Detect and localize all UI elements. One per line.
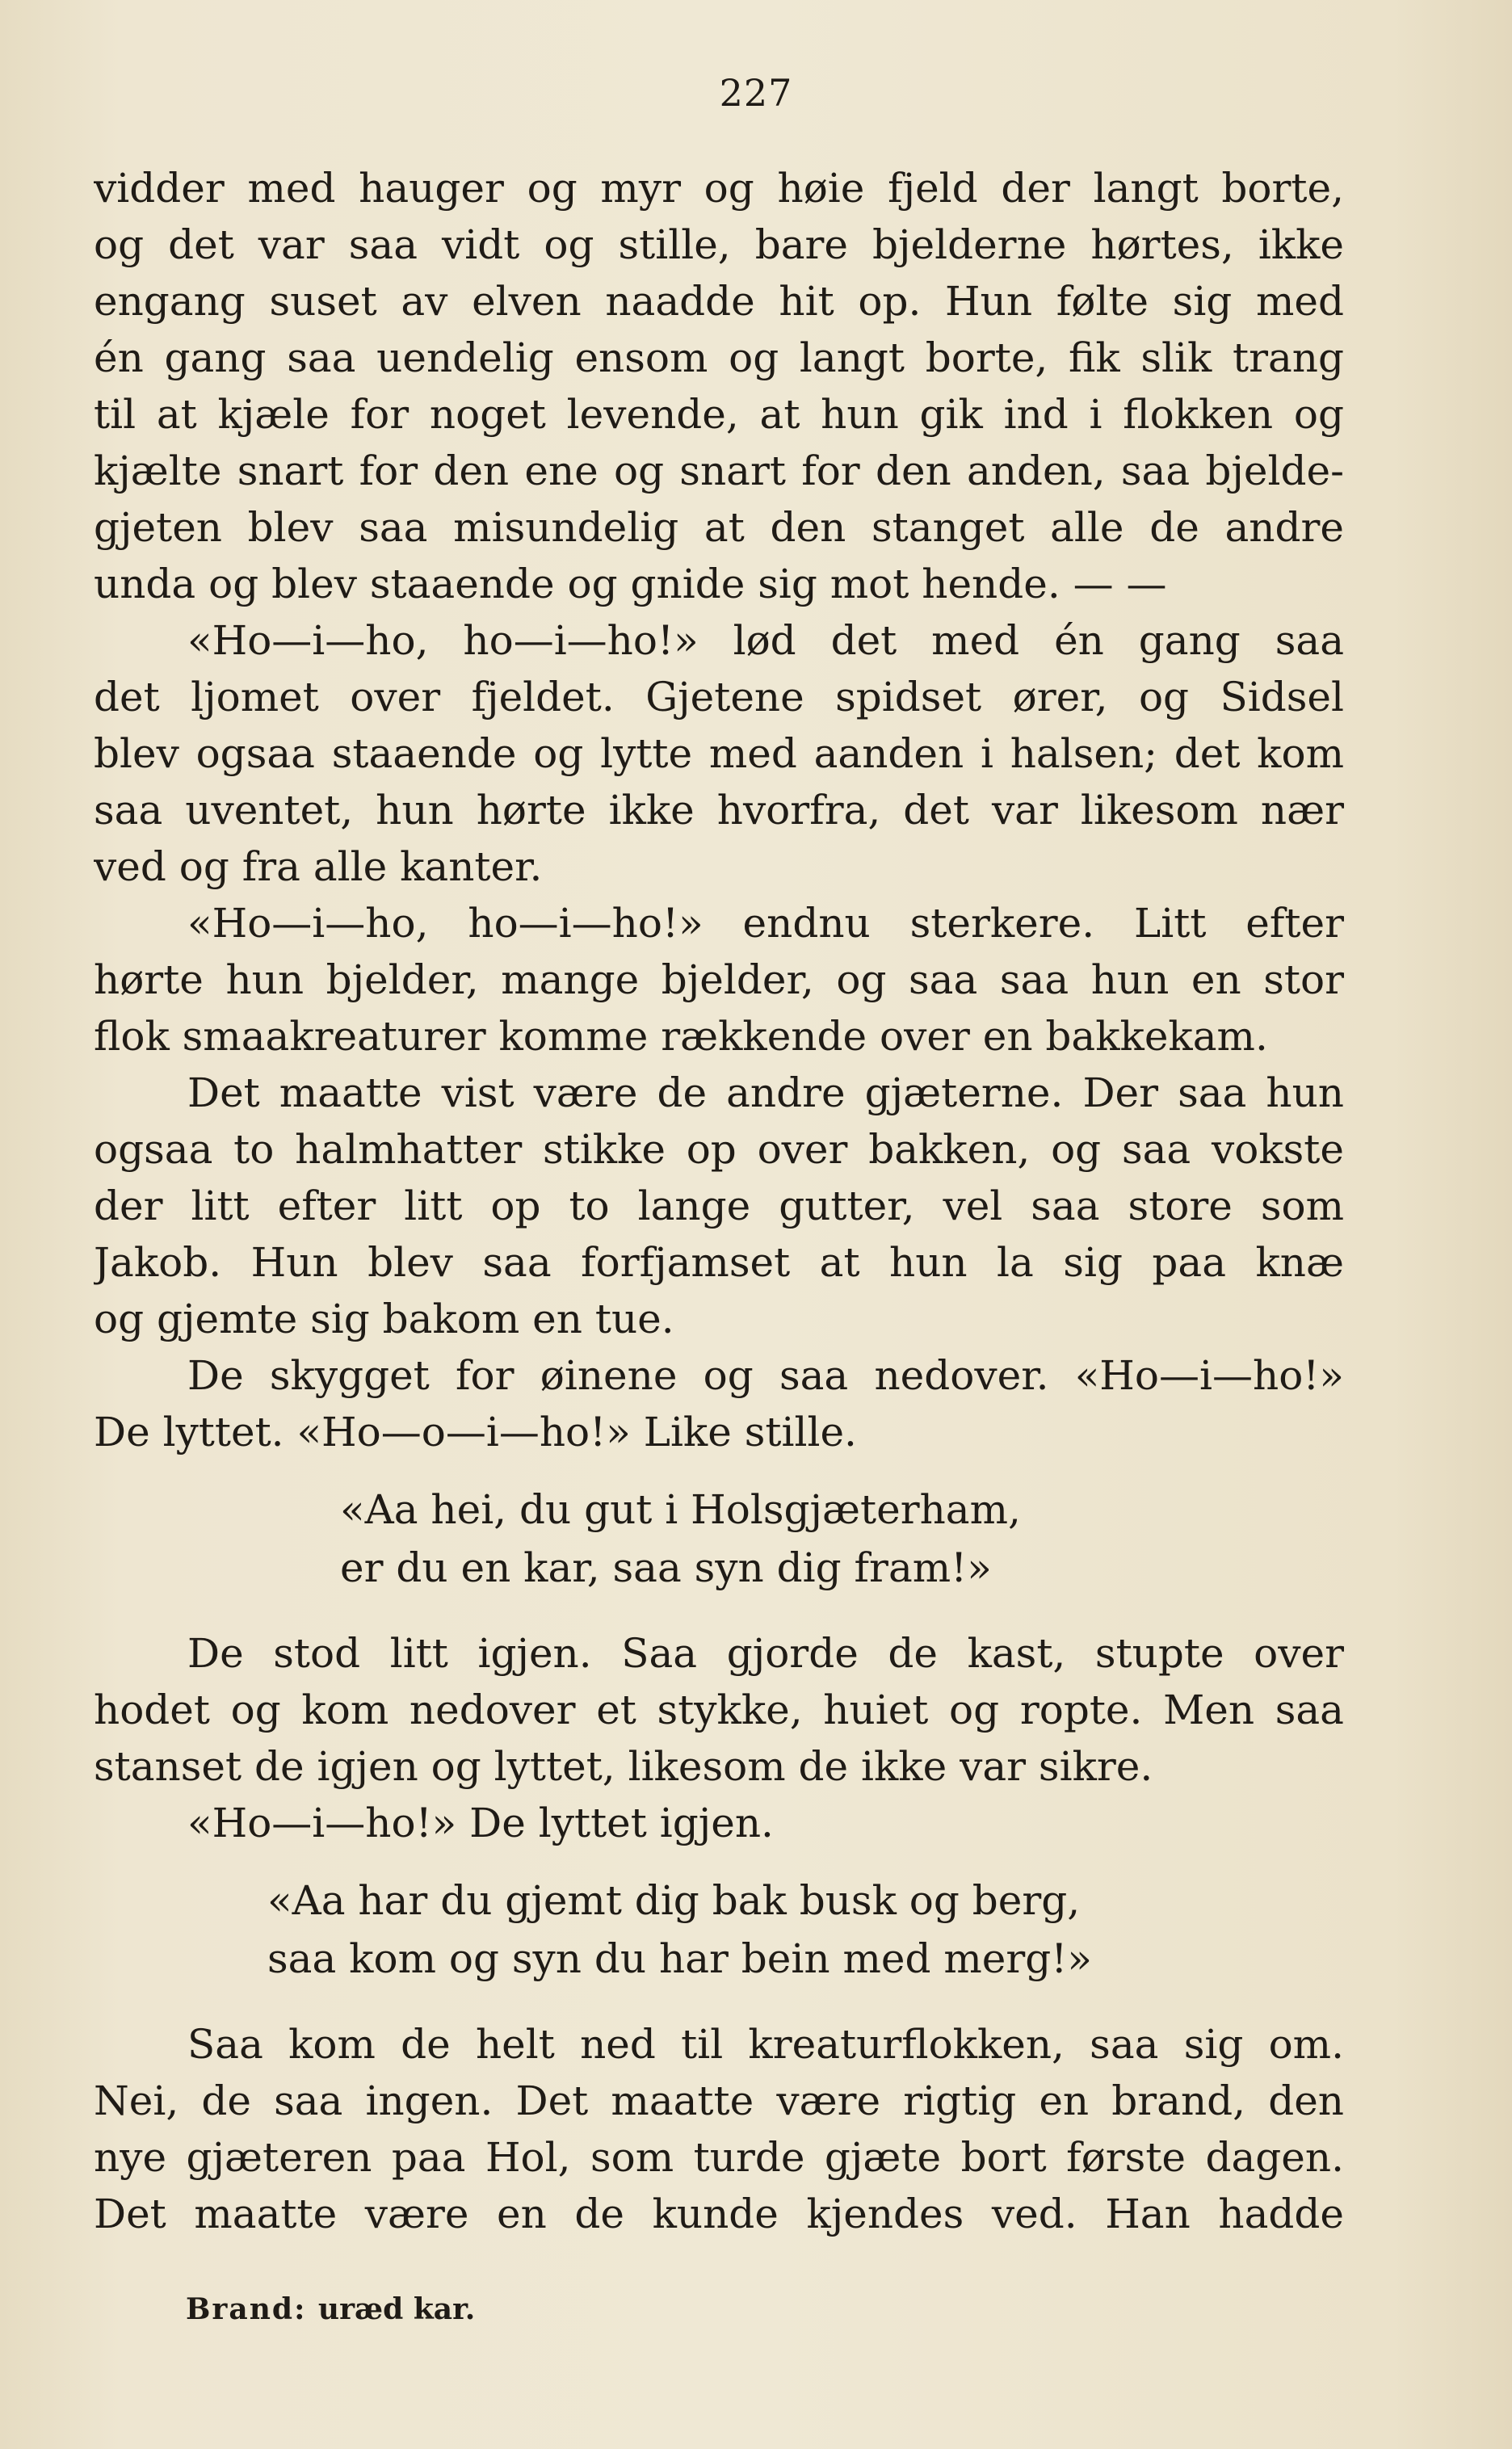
text-line: blev ogsaa staaende og lytte med aanden i halsen; det kom <box>94 730 1344 777</box>
text-line: ved og fra alle kanter. <box>94 843 543 890</box>
text-line: vidder med hauger og myr og høie fjeld der langt borte, <box>94 165 1344 212</box>
text-line: De lyttet. «Ho—o—i—ho!» Like stille. <box>94 1409 857 1456</box>
text-line: nye gjæteren paa Hol, som turde gjæte bort første dagen. <box>94 2134 1344 2181</box>
text-line: Nei, de saa ingen. Det maatte være rigtig en brand, den <box>94 2077 1344 2124</box>
body-text <box>94 160 1344 2242</box>
verse-line: «Aa hei, du gut i Holsgjæterham, <box>340 1486 1021 1533</box>
text-line: Det maatte vist være de andre gjæterne. Der saa hun <box>187 1069 1344 1116</box>
footnote-term: Brand: <box>186 2292 307 2326</box>
verse-spacer <box>94 1598 1344 1625</box>
text-line: der litt efter litt op to lange gutter, vel saa store som <box>94 1182 1344 1229</box>
text-line: stanset de igjen og lyttet, likesom de ikke var sikre. <box>94 1743 1153 1790</box>
text-line: Jakob. Hun blev saa forfjamset at hun la sig paa knæ <box>94 1239 1344 1286</box>
text-line: og det var saa vidt og stille, bare bjelderne hørtes, ikke <box>94 221 1344 268</box>
text-line: «Ho—i—ho, ho—i—ho!» endnu sterkere. Litt efter <box>187 900 1344 947</box>
text-line: De stod litt igjen. Saa gjorde de kast, stupte over <box>187 1630 1344 1677</box>
footnote-gloss: uræd kar. <box>317 2292 476 2326</box>
verse-line: «Aa har du gjemt dig bak busk og berg, <box>267 1877 1081 1924</box>
footnote <box>186 2292 475 2326</box>
verse-spacer <box>94 1460 1344 1481</box>
text-line: «Ho—i—ho!» De lyttet igjen. <box>187 1800 774 1846</box>
text-line: Det maatte være en de kunde kjendes ved. Han hadde <box>94 2191 1344 2237</box>
text-line: til at kjæle for noget levende, at hun gik ind i flokken og <box>94 391 1344 438</box>
text-line: saa uventet, hun hørte ikke hvorfra, det var likesom nær <box>94 787 1344 834</box>
text-line: flok smaakreaturer komme rækkende over en bakkekam. <box>94 1013 1268 1060</box>
verse-line: er du en kar, saa syn dig fram!» <box>340 1544 992 1591</box>
text-line: De skygget for øinene og saa nedover. «Ho—i—ho!» <box>187 1352 1344 1399</box>
verse-line: saa kom og syn du har bein med merg!» <box>267 1935 1092 1982</box>
text-line: ogsaa to halmhatter stikke op over bakken, og saa vokste <box>94 1126 1344 1173</box>
text-line: kjælte snart for den ene og snart for den anden, saa bjelde- <box>94 447 1344 494</box>
text-line: engang suset av elven naadde hit op. Hun følte sig med <box>94 278 1344 325</box>
text-line: det ljomet over fjeldet. Gjetene spidset ører, og Sidsel <box>94 674 1344 720</box>
page-number: 227 <box>719 71 793 115</box>
text-line: gjeten blev saa misundelig at den stanget alle de andre <box>94 504 1344 551</box>
text-line: og gjemte sig bakom en tue. <box>94 1296 674 1342</box>
text-line: «Ho—i—ho, ho—i—ho!» lød det med én gang saa <box>187 617 1344 664</box>
text-line: unda og blev staaende og gnide sig mot hende. — — <box>94 561 1167 607</box>
text-line: hørte hun bjelder, mange bjelder, og saa saa hun en stor <box>94 956 1344 1003</box>
verse-spacer <box>94 1851 1344 1872</box>
verse-spacer <box>94 1989 1344 2016</box>
text-line: hodet og kom nedover et stykke, huiet og ropte. Men saa <box>94 1687 1344 1733</box>
text-line: Saa kom de helt ned til kreaturflokken, saa sig om. <box>187 2021 1344 2068</box>
text-line: én gang saa uendelig ensom og langt borte, fik slik trang <box>94 334 1344 381</box>
